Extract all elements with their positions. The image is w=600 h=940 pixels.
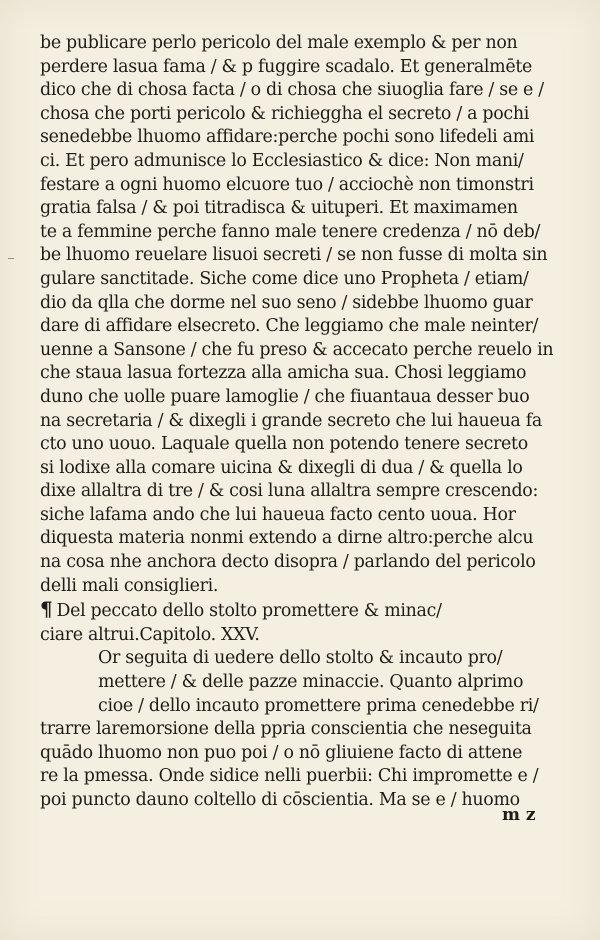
text-line: be lhuomo reuelare lisuoi secreti / se non fusse di molta sin [40, 245, 548, 266]
text-line: uenne a Sansone / che fu preso & accecato perche reuelo in [40, 339, 554, 360]
text-line: Or seguita di uedere dello stolto & incauto pro/ [98, 648, 503, 669]
chapter-number: Capitolo. XXV. [139, 624, 260, 645]
text-line: cioe / dello incauto promettere prima cenedebbe ri/ [98, 695, 539, 716]
text-line: siche lafama ando che lui haueua facto cento uoua. Hor [40, 504, 516, 525]
chapter-heading-continued [40, 624, 560, 648]
text-line: perdere lasua fama / & p fuggire scadalo. Et generalmēte [40, 56, 533, 77]
signature-mark: m z [502, 805, 536, 825]
text-line: quādo lhuomo non puo poi / o nō gliuiene facto di attene [40, 742, 523, 763]
text-line: delli mali consiglieri. [40, 575, 219, 596]
text-line: dio da qlla che dorme nel suo seno / sidebbe lhuomo guar [40, 292, 533, 313]
text-line: dico che di chosa facta / o di chosa che siuoglia fare / se e / [40, 80, 544, 101]
text-line: ci. Et pero admunisce lo Ecclesiastico & dice: Non mani/ [40, 150, 524, 171]
text-line: na cosa nhe anchora decto disopra / parlando del pericolo [40, 552, 536, 573]
heading-line-1: Del peccato dello stolto promettere & minac/ [56, 601, 442, 622]
text-line: mettere / & delle pazze minaccie. Quanto alprimo [98, 672, 524, 693]
text-line: na secretaria / & dixegli i grande secreto che lui haueua fa [40, 410, 542, 431]
pilcrow-mark: ¶ [40, 598, 53, 622]
text-line: senedebbe lhuomo affidare:perche pochi sono lifedeli ami [40, 127, 535, 148]
text-line: festare a ogni huomo elcuore tuo / acciochè non timonstri [40, 174, 534, 195]
text-line: duno che uolle puare lamoglie / che fiuantaua desser buo [40, 386, 530, 407]
chapter-heading [40, 598, 560, 624]
text-line: be publicare perlo pericolo del male exemplo & per non [40, 33, 518, 53]
text-line: chosa che porti pericolo & richieggha el secreto / a pochi [40, 103, 530, 124]
text-line: dixe allaltra di tre / & cosi luna allaltra sempre crescendo: [40, 481, 539, 502]
text-line: gratia falsa / & poi titradisca & uituperi. Et maximamen [40, 198, 518, 219]
text-line: dare di affidare elsecreto. Che leggiamo che male neinter/ [40, 316, 539, 337]
text-block [40, 32, 560, 813]
margin-mark [8, 258, 14, 259]
text-line: diquesta materia nonmi extendo a dirne altro:perche alcu [40, 528, 534, 549]
text-line: te a femmine perche fanno male tenere credenza / nō deb/ [40, 221, 541, 242]
text-line: che staua lasua fortezza alla amicha sua. Chosi leggiamo [40, 363, 527, 384]
heading-line-2: ciare altrui. [40, 624, 140, 645]
text-line: gulare sanctitade. Siche come dice uno Propheta / etiam/ [40, 268, 529, 289]
text-line: poi puncto dauno coltello di cōscientia. Ma se e / huomo [40, 790, 520, 810]
text-line: re la pmessa. Onde sidice nelli puerbii: Chi impromette e / [40, 766, 539, 787]
text-line: cto uno uouo. Laquale quella non potendo tenere secreto [40, 434, 528, 455]
text-line: trarre laremorsione della ppria conscientia che neseguita [40, 719, 532, 740]
text-line: si lodixe alla comare uicina & dixegli di dua / & quella lo [40, 457, 523, 478]
